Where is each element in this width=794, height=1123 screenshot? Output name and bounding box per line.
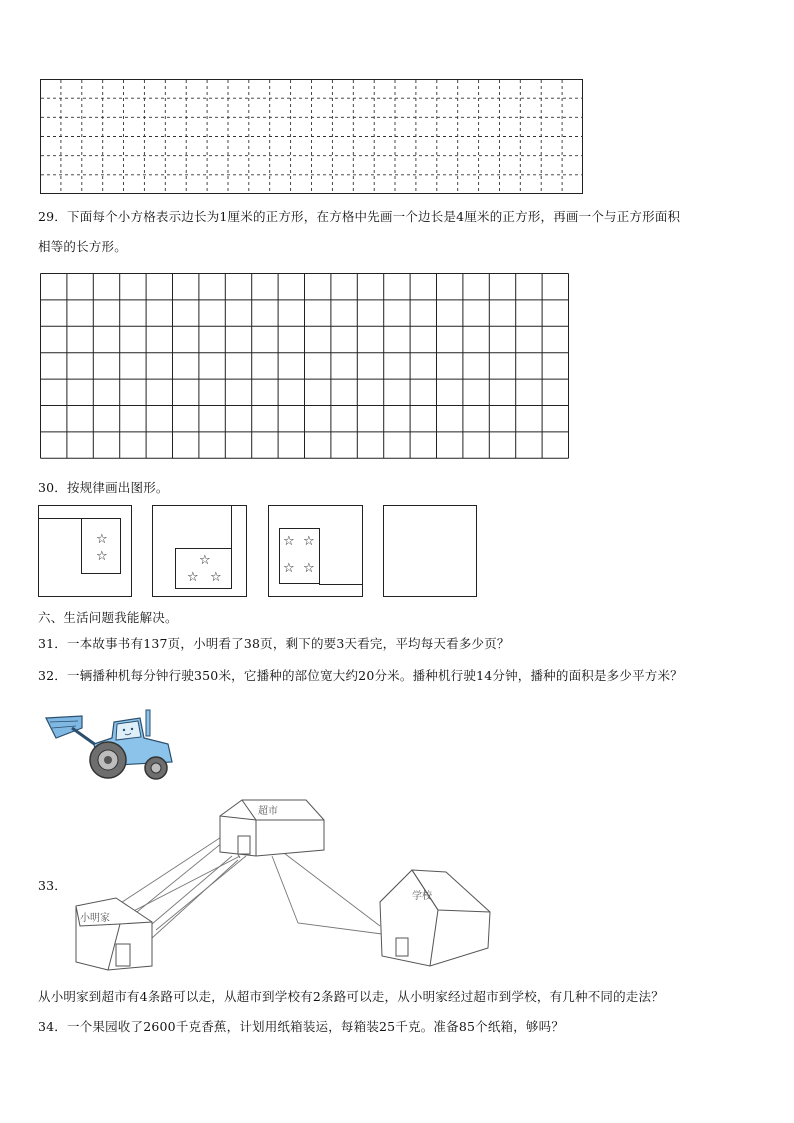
question-31-text: 31．一本故事书有137页，小明看了38页，剩下的要3天看完，平均每天看多少页？ (38, 636, 510, 651)
star-icon: ☆ (303, 561, 315, 576)
star-icon: ☆ (96, 532, 108, 547)
question-29-line-2: 相等的长方形。 (38, 239, 127, 254)
star-icon: ☆ (283, 534, 295, 549)
section-6-title: 六、生活问题我能解决。 (38, 610, 178, 625)
route-diagram (60, 798, 500, 973)
seeder-tractor-illustration (42, 704, 182, 782)
question-29-line-1: 29．下面每个小方格表示边长为1厘米的正方形，在方格中先画一个边长是4厘米的正方形，再画一个与正方形面积 (38, 209, 681, 224)
pattern-figure-4-blank[interactable] (383, 505, 477, 597)
pattern-figure-2-line (231, 506, 232, 548)
pattern-figure-3 (268, 505, 363, 597)
star-icon: ☆ (199, 553, 211, 568)
star-icon: ☆ (303, 534, 315, 549)
star-icon: ☆ (96, 549, 108, 564)
question-33-number: 33． (38, 878, 68, 893)
pattern-figure-3-line (319, 584, 363, 585)
dashed-writing-grid (40, 79, 584, 195)
question-33-text: 从小明家到超市有4条路可以走，从超市到学校有2条路可以走，从小明家经过超市到学校，有几种不同的走法？ (38, 989, 664, 1004)
pattern-figure-1 (38, 505, 132, 597)
star-icon: ☆ (283, 561, 295, 576)
home-label: 小明家 (80, 913, 110, 924)
question-32-text: 32．一辆播种机每分钟行驶350米，它播种的部位宽大约20分米。播种机行驶14分钟，播种的面积是多少平方米？ (38, 668, 683, 683)
school-house (380, 870, 490, 966)
star-icon: ☆ (187, 570, 199, 585)
question-30-text: 30．按规律画出图形。 (38, 480, 169, 495)
pattern-figure-1-line (39, 518, 81, 519)
school-label: 学校 (412, 891, 432, 902)
pattern-figure-2 (152, 505, 247, 597)
supermarket-label: 超市 (258, 806, 278, 817)
question-34-text: 34．一个果园收了2600千克香蕉，计划用纸箱装运，每箱装25千克。准备85个纸箱，够吗？ (38, 1019, 565, 1034)
square-grid (40, 273, 572, 461)
star-icon: ☆ (210, 570, 222, 585)
